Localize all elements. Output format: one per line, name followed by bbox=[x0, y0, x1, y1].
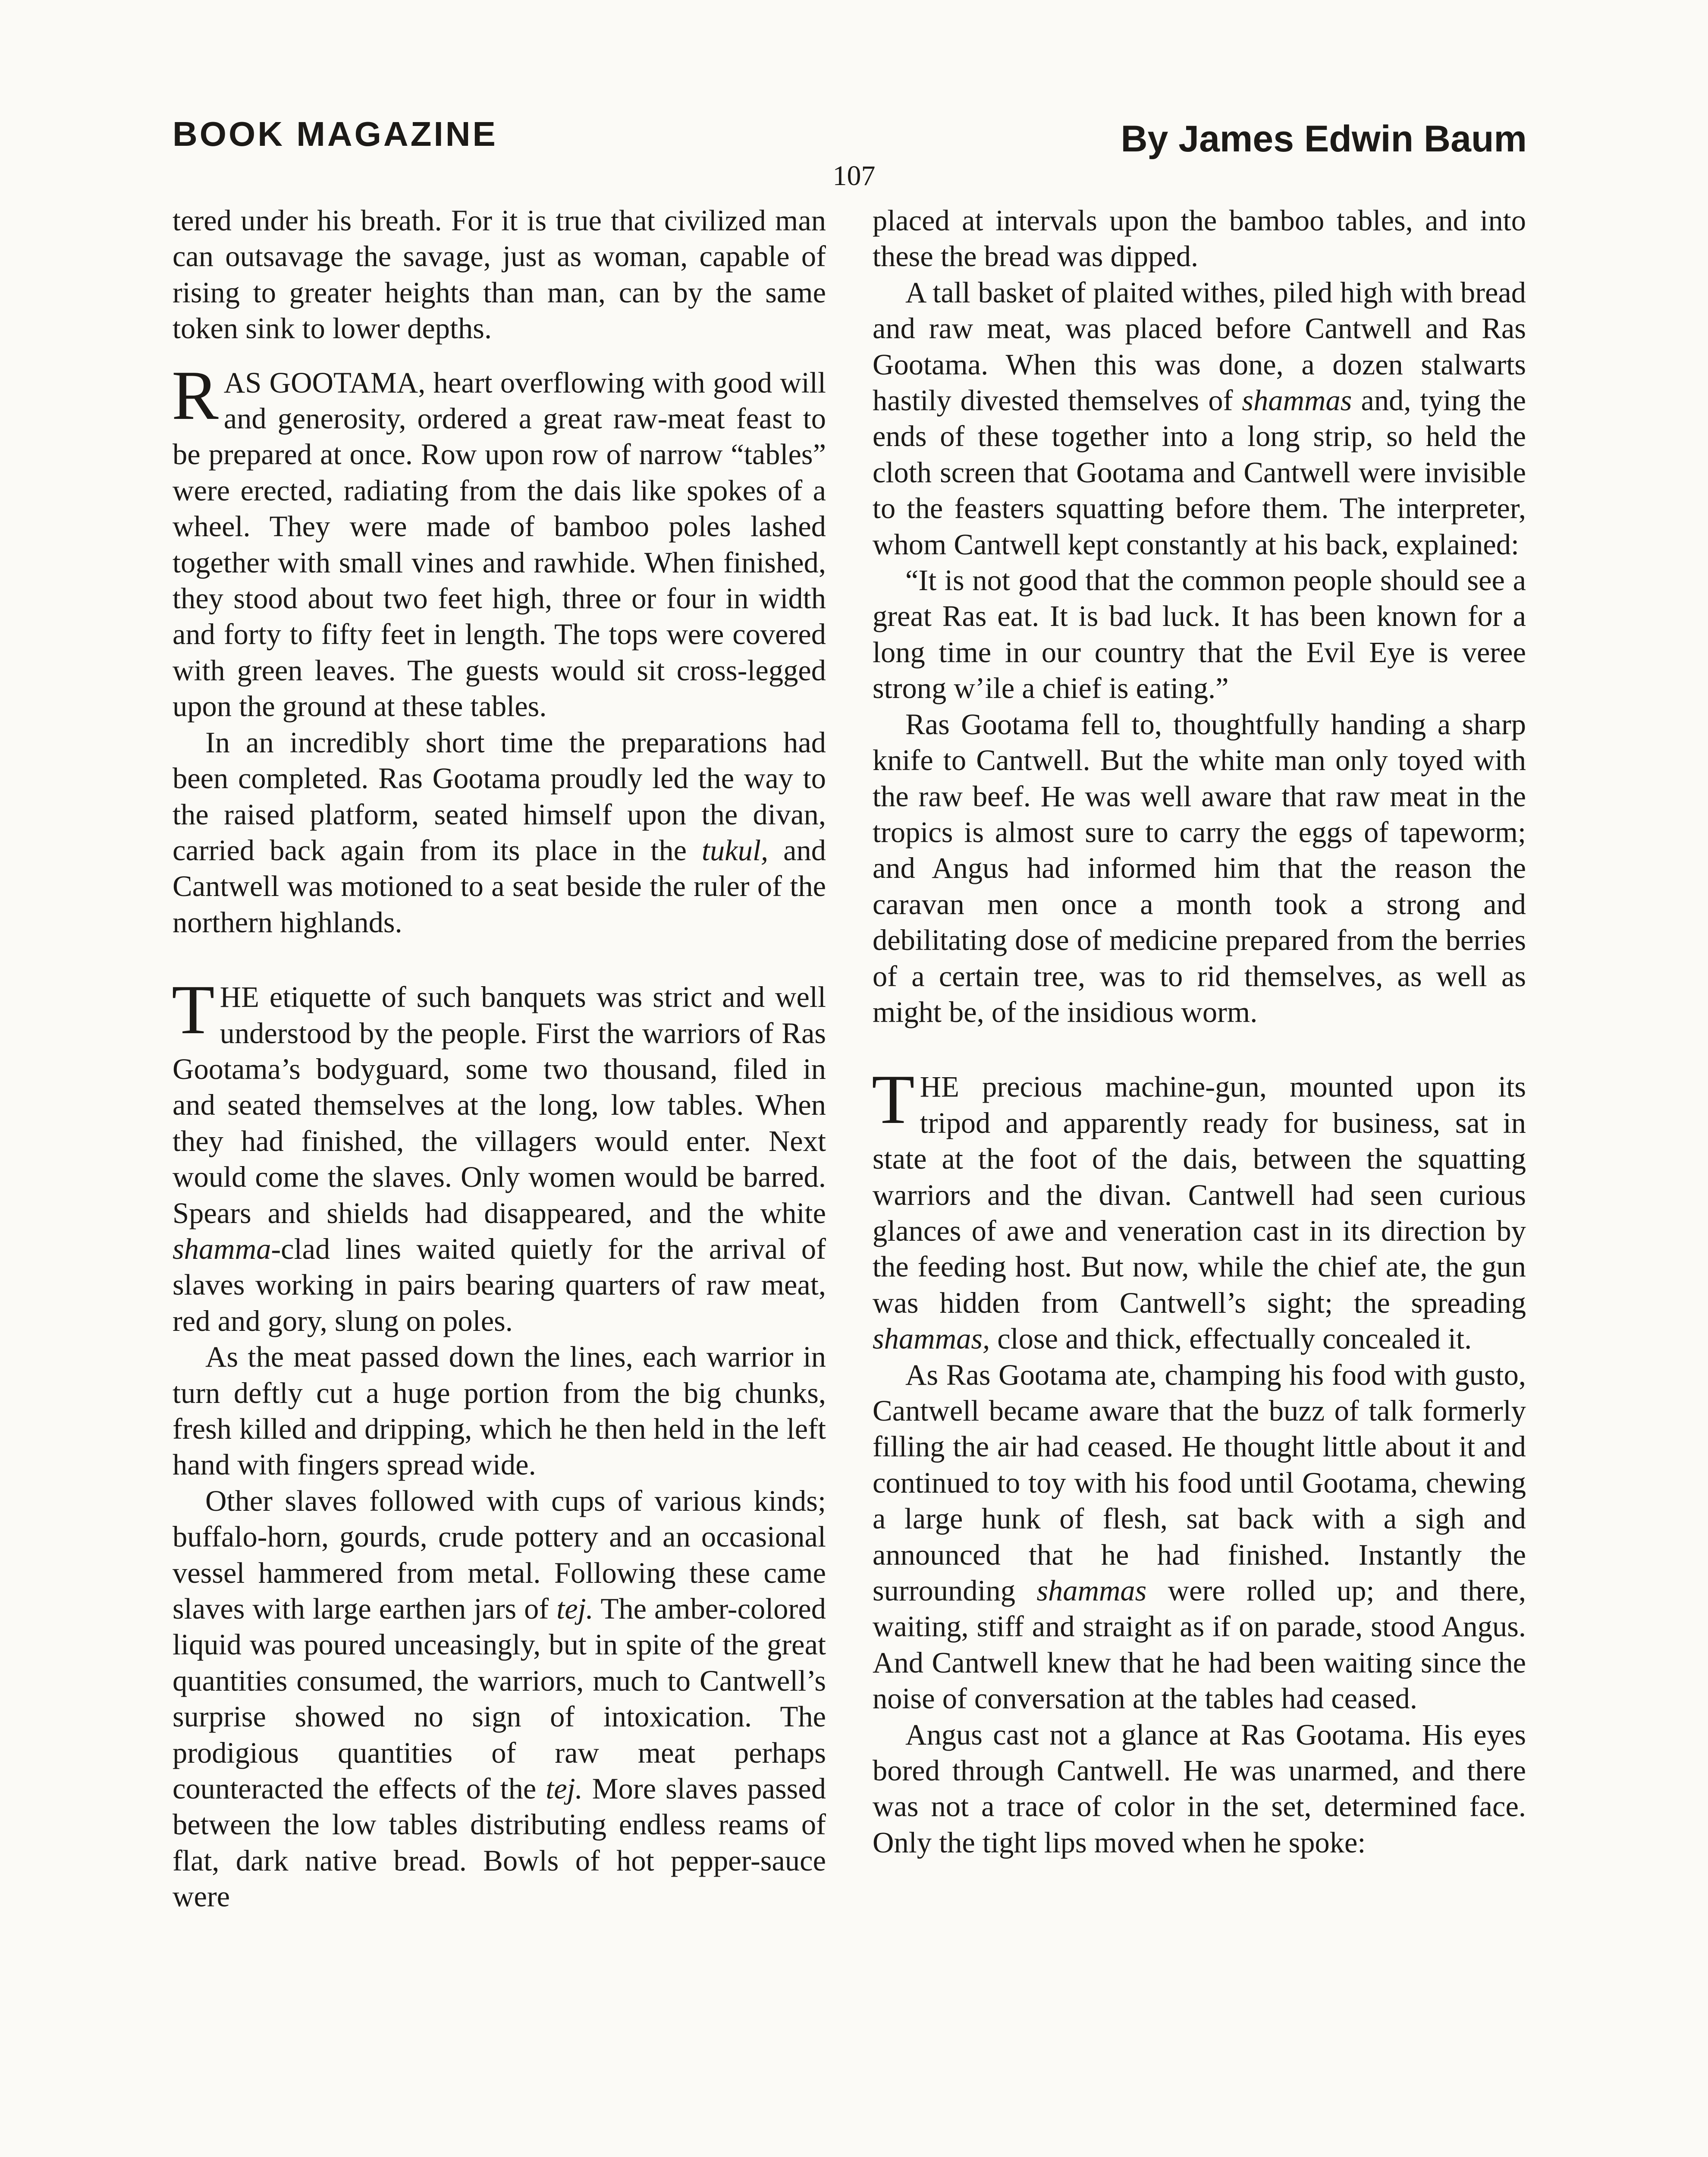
section-paragraph: RAS GOOTAMA, heart overflowing with good will and generosity, ordered a great raw-meat feast to be prepared at once. Row upon row of narrow “tables” were erected, radiating from the dais like spokes of a wheel. They were made of bamboo poles lashed together with small vines and rawhide. When finished, they stood about two feet high, three or four in width and forty to fifty feet in length. The tops were covered with green leaves. The guests would sit cross-legged upon the ground at these tables. bbox=[172, 356, 826, 723]
paragraph: Ras Gootama fell to, thoughtfully handing a sharp knife to Cantwell. But the white man only toyed with the raw beef. He was well aware that raw meat in the tropics is almost sure to carry the eggs of tapeworm; and Angus had informed him that the reason the caravan men once a month took a strong and debilitating dose of medicine prepared from the berries of a certain tree, was to rid themselves, as well as might be, of the insidious worm. bbox=[873, 707, 1526, 1028]
section-paragraph: THE precious machine-gun, mounted upon its tripod and apparently ready for business, sat in state at the foot of the dais, between the squatting warriors and the divan. Cantwell had seen curious glances of awe and veneration cast in its direction by the feeding host. But now, while the chief ate, the gun was hidden from Cantwell’s sight; the spreading shammas, close and thick, effectually concealed it. bbox=[872, 1061, 1526, 1355]
page-header bbox=[173, 114, 1527, 166]
paragraph: “It is not good that the common people should see a great Ras eat. It is bad luck. It has been known for a long time in our country that the Evil Eye is veree strong w’ile a chief is eating.” bbox=[873, 564, 1526, 705]
section-paragraph: THE etiquette of such banquets was strict and well understood by the people. First the warriors of Ras Gootama’s bodyguard, some two thousand, filed in and seated themselves at the long, low tables. When they had finished, the villagers would enter. Next would come the slaves. Only women would be barred. Spears and shields had disappeared, and the white shamma-clad lines waited quietly for the arrival of slaves working in pairs bearing quarters of raw meat, red and gory, slung on poles. bbox=[172, 971, 826, 1337]
paragraph: placed at intervals upon the bamboo tables, and into these the bread was dipped. bbox=[873, 204, 1526, 273]
drop-cap: R bbox=[172, 356, 219, 434]
page-number: 107 bbox=[832, 160, 876, 192]
drop-cap: T bbox=[872, 1061, 915, 1139]
paragraph: tered under his breath. For it is true that civilized man can outsavage the savage, just as woman, capable of rising to greater heights than man, can by the same token sink to lower depths. bbox=[173, 204, 826, 345]
left-column bbox=[173, 203, 826, 1915]
paragraph: As the meat passed down the lines, each warrior in turn deftly cut a huge portion from the big chunks, fresh killed and dripping, which he then held in the left hand with fingers spread wide. bbox=[173, 1340, 826, 1481]
paragraph: Other slaves followed with cups of various kinds; buffalo-horn, gourds, crude pottery and an occasional vessel hammered from metal. Following these came slaves with large earthen jars of tej. The amber-colored liquid was poured unceasingly, but in spite of the great quantities consumed, the warriors, much to Cantwell’s surprise showed no sign of intoxication. The prodigious quantities of raw meat perhaps counteracted the effects of the tej. More slaves passed between the low tables distributing endless reams of flat, dark native bread. Bowls of hot pepper-sauce were bbox=[173, 1484, 826, 1913]
paragraph: In an incredibly short time the preparations had been completed. Ras Gootama proudly led the way to the raised platform, seated himself upon the divan, carried back again from its place in the tukul, and Cantwell was motioned to a seat beside the ruler of the northern highlands. bbox=[173, 726, 826, 939]
paragraph: Angus cast not a glance at Ras Gootama. His eyes bored through Cantwell. He was unarmed, and there was not a trace of color in the set, determined face. Only the tight lips moved when he spoke: bbox=[873, 1718, 1526, 1859]
paragraph: As Ras Gootama ate, champing his food with gusto, Cantwell became aware that the buzz of talk formerly filling the air had ceased. He thought little about it and continued to toy with his food until Gootama, chewing a large hunk of flesh, sat back with a sigh and announced that he had finished. Instantly the surrounding shammas were rolled up; and there, waiting, stiff and straight as if on parade, stood Angus. And Cantwell knew that he had been waiting since the noise of conversation at the tables had ceased. bbox=[873, 1358, 1526, 1715]
drop-cap: T bbox=[172, 971, 215, 1049]
right-column bbox=[873, 203, 1526, 1861]
author-byline: By James Edwin Baum bbox=[1121, 118, 1527, 160]
magazine-title: BOOK MAGAZINE bbox=[173, 115, 498, 153]
paragraph: A tall basket of plaited withes, piled high with bread and raw meat, was placed before Cantwell and Ras Gootama. When this was done, a dozen stalwarts hastily divested themselves of shammas and, tying the ends of these together into a long strip, so held the cloth screen that Gootama and Cantwell were invisible to the feasters squatting before them. The interpreter, whom Cantwell kept constantly at his back, explained: bbox=[873, 276, 1526, 561]
